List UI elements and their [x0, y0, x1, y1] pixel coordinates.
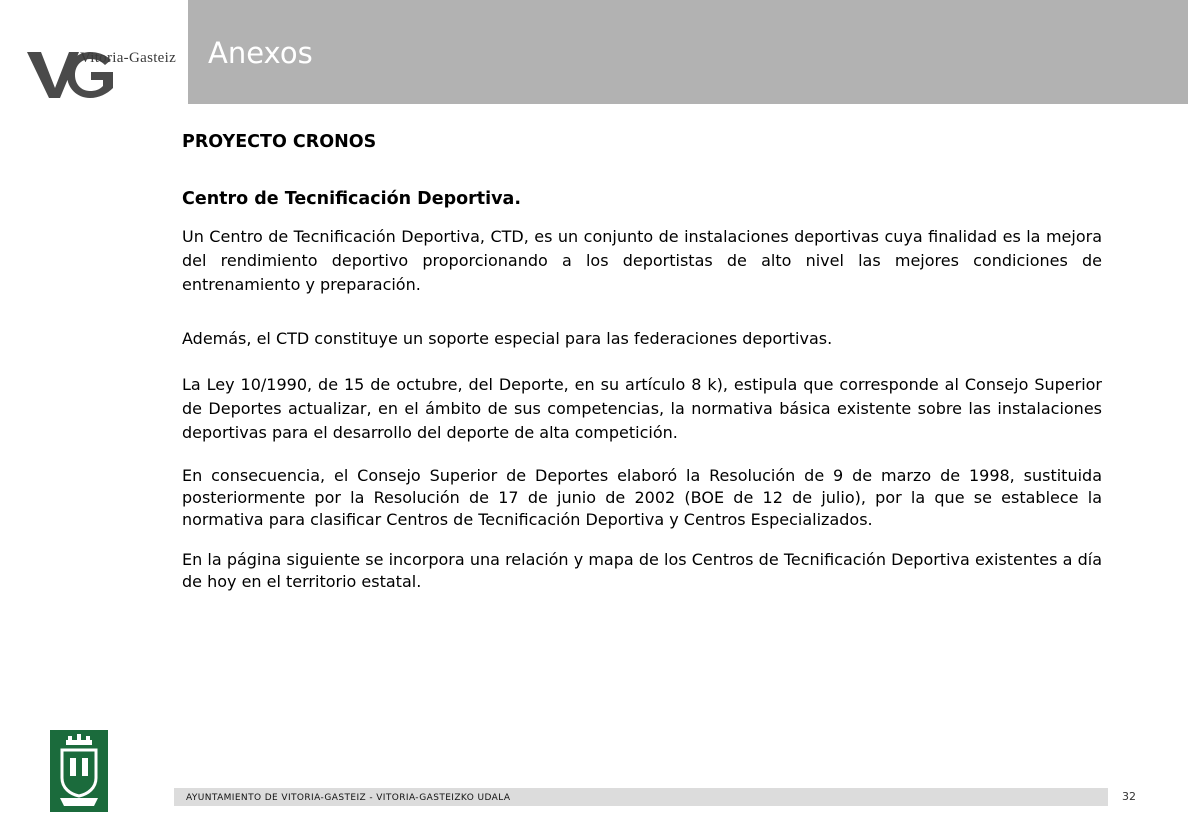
paragraph: Un Centro de Tecnificación Deportiva, CTD, es un conjunto de instalaciones deportivas cuya finalidad es la mejora del rendimiento deportivo proporcionando a los deportistas de alto nivel las mejores condiciones de entrenamiento y preparación. [182, 227, 1102, 294]
logo-text: Vitoria-Gasteiz [80, 50, 177, 66]
city-logo [0, 0, 188, 104]
document-body [182, 130, 1102, 613]
paragraph: Además, el CTD constituye un soporte especial para las federaciones deportivas. [182, 329, 833, 348]
crest-shape [50, 730, 108, 812]
page-title: Anexos [208, 36, 313, 70]
paragraph: En la página siguiente se incorpora una relación y mapa de los Centros de Tecnificación Deportiva existentes a día de hoy en el territorio estatal. [182, 550, 1102, 591]
header-band [188, 0, 1188, 104]
subsection-heading: Centro de Tecnificación Deportiva. [182, 189, 521, 209]
page-number: 32 [1122, 790, 1136, 803]
footer-text: AYUNTAMIENTO DE VITORIA-GASTEIZ - VITORIA-GASTEIZKO UDALA [186, 793, 511, 803]
city-crest-icon [50, 730, 108, 812]
paragraph: La Ley 10/1990, de 15 de octubre, del Deporte, en su artículo 8 k), estipula que corresponde al Consejo Superior de Deportes actualizar, en el ámbito de sus competencias, la normativa básica existente sobre las instalaciones deportivas para el desarrollo del deporte de alta competición. [182, 375, 1102, 442]
paragraph: En consecuencia, el Consejo Superior de Deportes elaboró la Resolución de 9 de marzo de 1998, sustituida posteriormente por la Resolución de 17 de junio de 2002 (BOE de 12 de julio), por la que se establece la normativa para clasificar Centros de Tecnificación Deportiva y Centros Especializados. [182, 466, 1102, 529]
section-heading: PROYECTO CRONOS [182, 132, 377, 152]
